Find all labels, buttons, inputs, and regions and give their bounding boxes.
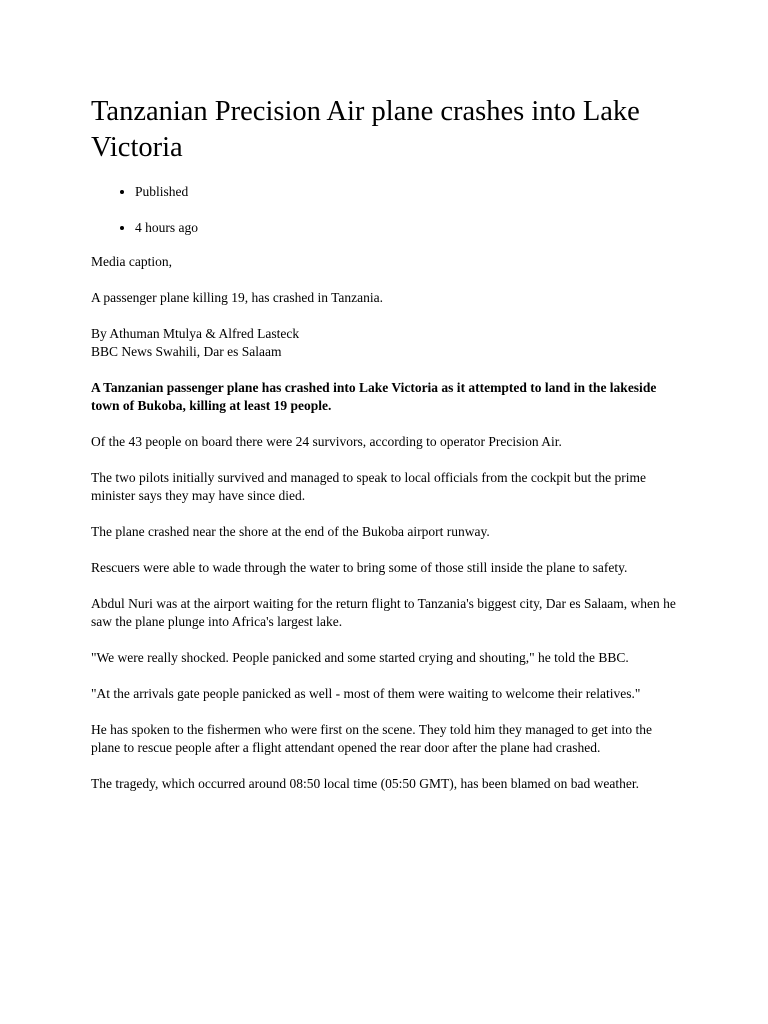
byline [91, 325, 681, 361]
byline-authors: By Athuman Mtulya & Alfred Lasteck [91, 326, 300, 341]
media-caption-text: A passenger plane killing 19, has crashed in Tanzania. [91, 290, 383, 305]
paragraph: The two pilots initially survived and managed to speak to local officials from the cockpit but the prime minister says they may have since died. [91, 470, 646, 503]
published-label: • Published [135, 183, 681, 201]
paragraph: He has spoken to the fishermen who were first on the scene. They told him they managed to get into the plane to rescue people after a flight attendant opened the rear door after the plane had crashed. [91, 722, 652, 755]
article-meta-list [91, 183, 681, 237]
media-caption-label: Media caption, [91, 254, 172, 269]
paragraph: The tragedy, which occurred around 08:50 local time (05:50 GMT), has been blamed on bad weather. [91, 776, 639, 791]
paragraph: Rescuers were able to wade through the water to bring some of those still inside the plane to safety. [91, 560, 628, 575]
paragraph: Abdul Nuri was at the airport waiting for the return flight to Tanzania's biggest city, Dar es Salaam, when he saw the plane plunge into Africa's largest lake. [91, 596, 676, 629]
paragraph: The plane crashed near the shore at the end of the Bukoba airport runway. [91, 524, 490, 539]
paragraph: "We were really shocked. People panicked and some started crying and shouting," he told the BBC. [91, 650, 629, 665]
paragraph: Of the 43 people on board there were 24 survivors, according to operator Precision Air. [91, 434, 562, 449]
article-lead: A Tanzanian passenger plane has crashed into Lake Victoria as it attempted to land in the lakeside town of Bukoba, killing at least 19 people. [91, 380, 657, 413]
article [91, 94, 681, 811]
paragraph: "At the arrivals gate people panicked as well - most of them were waiting to welcome their relatives." [91, 686, 641, 701]
article-headline: Tanzanian Precision Air plane crashes into Lake Victoria [91, 96, 640, 163]
byline-outlet: BBC News Swahili, Dar es Salaam [91, 344, 282, 359]
published-time: • 4 hours ago [135, 219, 681, 237]
